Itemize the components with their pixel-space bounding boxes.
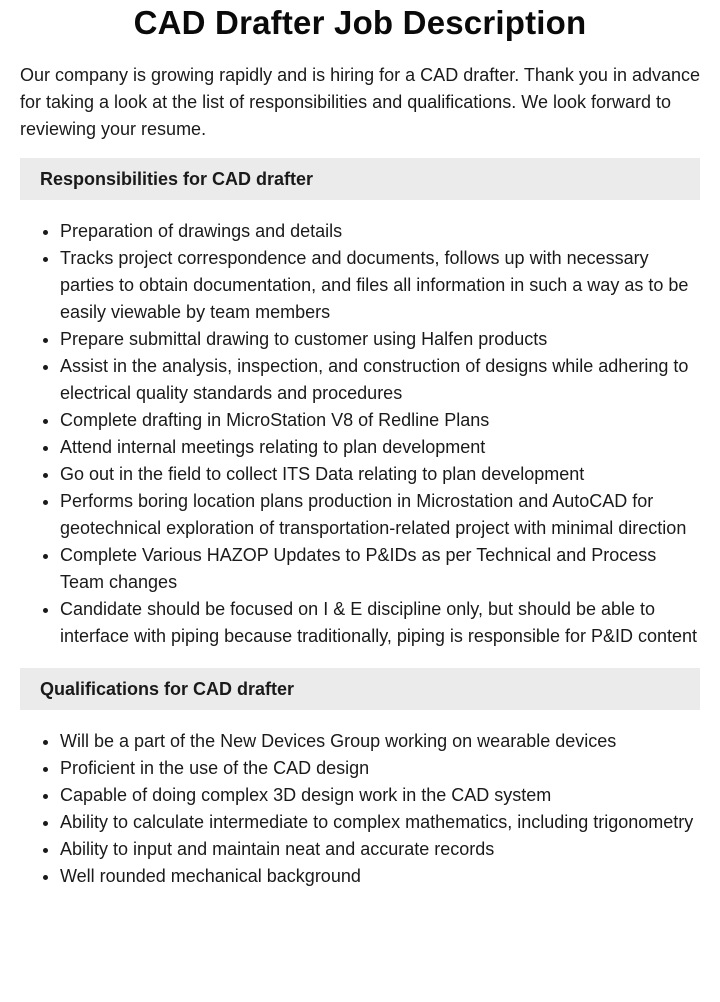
list-item: • Preparation of drawings and details <box>60 218 700 245</box>
list-item: • Ability to input and maintain neat and accurate records <box>60 836 700 863</box>
list-item: • Prepare submittal drawing to customer using Halfen products <box>60 326 700 353</box>
list-item: • Will be a part of the New Devices Group working on wearable devices <box>60 728 700 755</box>
list-item: • Complete Various HAZOP Updates to P&IDs as per Technical and Process Team changes <box>60 542 700 596</box>
list-item: • Well rounded mechanical background <box>60 863 700 890</box>
qualifications-list <box>20 728 700 890</box>
qualifications-heading: Qualifications for CAD drafter <box>20 668 700 710</box>
intro-paragraph: Our company is growing rapidly and is hiring for a CAD drafter. Thank you in advance for taking a look at the list of responsibilities and qualifications. We look forward to reviewing your resume. <box>20 65 701 139</box>
list-item: • Ability to calculate intermediate to complex mathematics, including trigonometry <box>60 809 700 836</box>
list-item: • Assist in the analysis, inspection, and construction of designs while adhering to electrical quality standards and procedures <box>60 353 700 407</box>
responsibilities-heading: Responsibilities for CAD drafter <box>20 158 700 200</box>
list-item: • Attend internal meetings relating to plan development <box>60 434 700 461</box>
responsibilities-list <box>20 218 700 650</box>
list-item: • Candidate should be focused on I & E discipline only, but should be able to interface with piping because traditionally, piping is responsible for P&ID content <box>60 596 700 650</box>
list-item: • Complete drafting in MicroStation V8 of Redline Plans <box>60 407 700 434</box>
list-item: • Capable of doing complex 3D design work in the CAD system <box>60 782 700 809</box>
list-item: • Tracks project correspondence and documents, follows up with necessary parties to obtain documentation, and files all information in such a way as to be easily viewable by team members <box>60 245 700 326</box>
page-title: CAD Drafter Job Description <box>133 4 587 41</box>
list-item: • Proficient in the use of the CAD design <box>60 755 700 782</box>
list-item: • Performs boring location plans production in Microstation and AutoCAD for geotechnical exploration of transportation-related project with minimal direction <box>60 488 700 542</box>
list-item: • Go out in the field to collect ITS Data relating to plan development <box>60 461 700 488</box>
